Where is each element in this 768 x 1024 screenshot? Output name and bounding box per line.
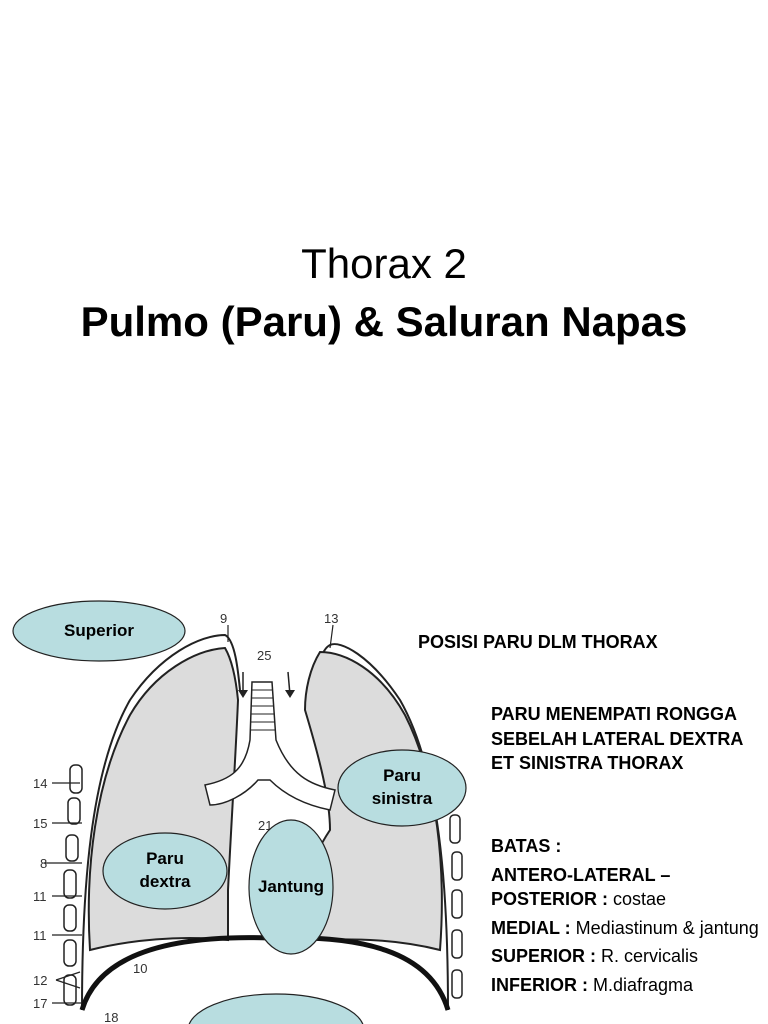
inferior-oval: [188, 994, 364, 1024]
label-11b: 11: [33, 928, 47, 943]
boundary-item: ANTERO-LATERAL – POSTERIOR : costae: [491, 864, 671, 909]
label-12: 12: [33, 973, 48, 988]
paru-sinistra-label-line2: sinistra: [371, 789, 433, 808]
ribs-left: [64, 765, 82, 1005]
label-8: 8: [40, 856, 48, 871]
section-heading: POSISI PARU DLM THORAX: [418, 632, 658, 652]
label-14: 14: [33, 776, 48, 791]
label-21: 21: [258, 818, 273, 833]
jantung-label: Jantung: [257, 877, 325, 896]
slide-subtitle: Pulmo (Paru) & Saluran Napas: [80, 298, 688, 345]
label-9: 9: [220, 611, 228, 626]
label-13: 13: [324, 611, 339, 626]
boundary-item: SUPERIOR : R. cervicalis: [491, 946, 699, 966]
label-15: 15: [33, 816, 48, 831]
paru-sinistra-label-line1: Paru: [383, 766, 421, 785]
label-11a: 11: [33, 889, 47, 904]
paru-dextra-label-line2: dextra: [139, 872, 191, 891]
boundaries-list: [491, 834, 766, 1001]
boundaries-label: BATAS :: [491, 836, 562, 856]
paru-dextra-label: [115, 847, 215, 893]
boundary-item: INFERIOR : M.diafragma: [491, 974, 694, 995]
label-17: 17: [33, 996, 48, 1011]
lung-position-description: PARU MENEMPATI RONGGA SEBELAH LATERAL DEXTRA ET SINISTRA THORAX: [491, 704, 743, 773]
boundary-item: MEDIAL : Mediastinum & jantung: [491, 917, 759, 938]
label-25: 25: [257, 648, 272, 663]
superior-label: Superior: [64, 621, 134, 640]
label-18: 18: [104, 1010, 119, 1024]
paru-sinistra-label: [352, 764, 452, 810]
slide-title: Thorax 2: [301, 240, 467, 287]
label-10: 10: [133, 961, 148, 976]
paru-dextra-label-line1: Paru: [146, 849, 184, 868]
lung-position-slide: [0, 590, 768, 1024]
